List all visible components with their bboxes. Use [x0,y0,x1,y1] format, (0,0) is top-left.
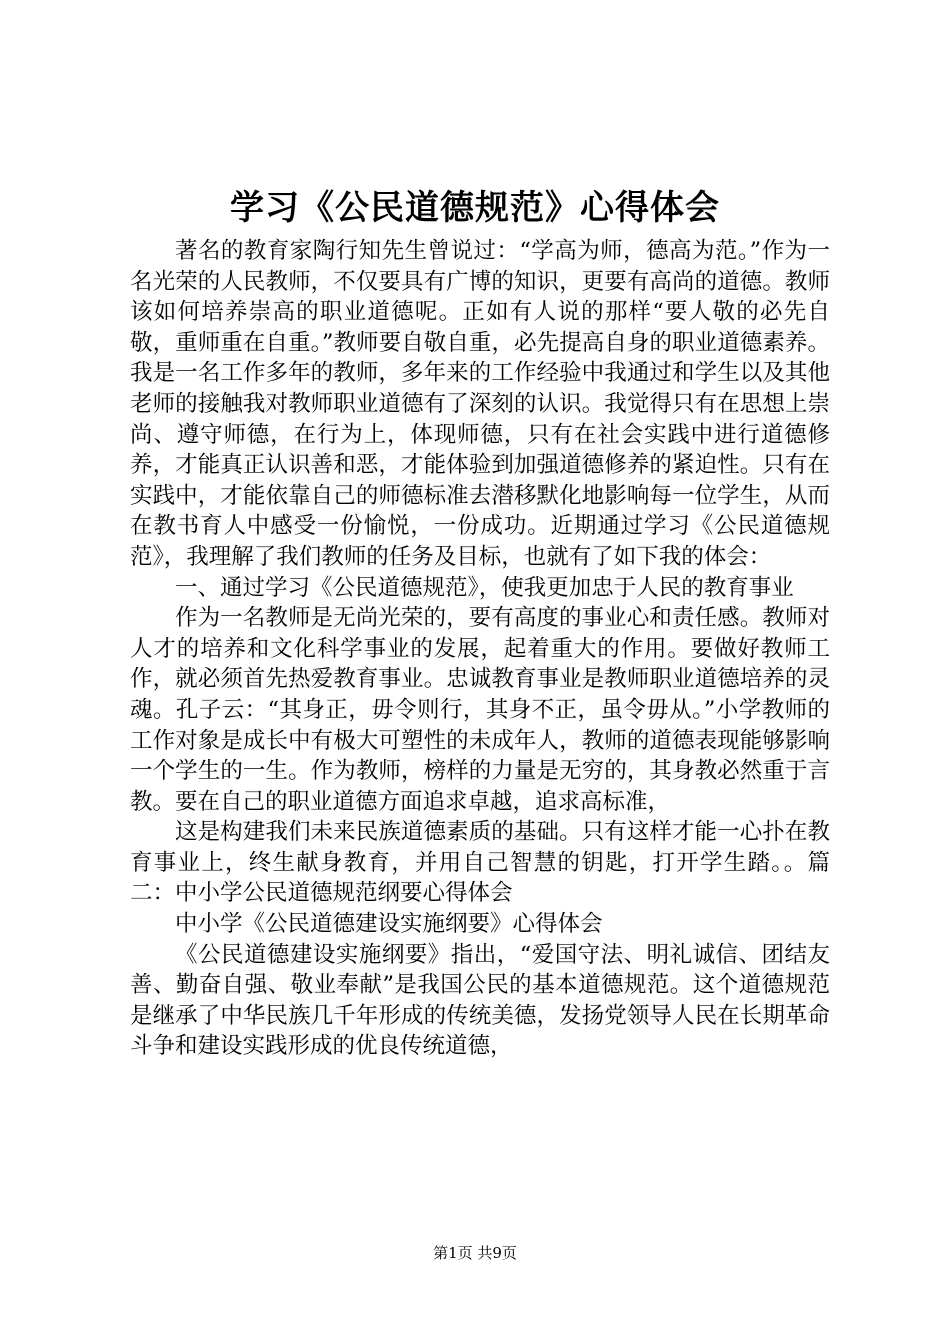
page-footer: 第1页 共9页 [433,1244,517,1262]
section-heading-1: 一、通过学习《公民道德规范》，使我更加忠于人民的教育事业 [175,574,794,601]
paragraph-continuation: 这是构建我们未来民族道德素质的基础。只有这样才能一心扑在教育事业上，终生献身教育，并用自己智慧的钥匙，打开学生踏。。篇二：中小学公民道德规范纲要心得体会 [130,819,830,907]
document-title: 学习《公民道德规范》心得体会 [230,188,720,228]
paragraph-section-2: 《公民道德建设实施纲要》指出，“爱国守法、明礼诚信、团结友善、勤奋自强、敬业奉献”是我国公民的基本道德规范。这个道德规范是继承了中华民族几千年形成的传统美德，发扬党领导人民在长期革命斗争和建设实践形成的优良传统道德， [130,941,830,1060]
paragraph-section-1: 作为一名教师是无尚光荣的，要有高度的事业心和责任感。教师对人才的培养和文化科学事业的发展，起着重大的作用。要做好教师工作，就必须首先热爱教育事业。忠诚教育事业是教师职业道德培养的灵魂。孔子云：“其身正，毋令则行，其身不正，虽令毋从。”小学教师的工作对象是成长中有极大可塑性的未成年人，教师的道德表现能够影响一个学生的一生。作为教师，榜样的力量是无穷的，其身教必然重于言教。要在自己的职业道德方面追求卓越，追求高标准， [130,605,830,815]
document-body [130,236,830,1062]
section-heading-2: 中小学《公民道德建设实施纲要》心得体会 [175,911,603,938]
paragraph-intro: 著名的教育家陶行知先生曾说过：“学高为师，德高为范。”作为一名光荣的人民教师，不仅要具有广博的知识，更要有高尚的道德。教师该如何培养崇高的职业道德呢。正如有人说的那样“要人敬的必先自敬，重师重在自重。”教师要自敬自重，必先提高自身的职业道德素养。我是一名工作多年的教师，多年来的工作经验中我通过和学生以及其他老师的接触我对教师职业道德有了深刻的认识。我觉得只有在思想上崇尚、遵守师德，在行为上，体现师德，只有在社会实践中进行道德修养，才能真正认识善和恶，才能体验到加强道德修养的紧迫性。只有在实践中，才能依靠自己的师德标准去潜移默化地影响每一位学生，从而在教书育人中感受一份愉悦，一份成功。近期通过学习《公民道德规范》，我理解了我们教师的任务及目标，也就有了如下我的体会： [130,238,830,570]
